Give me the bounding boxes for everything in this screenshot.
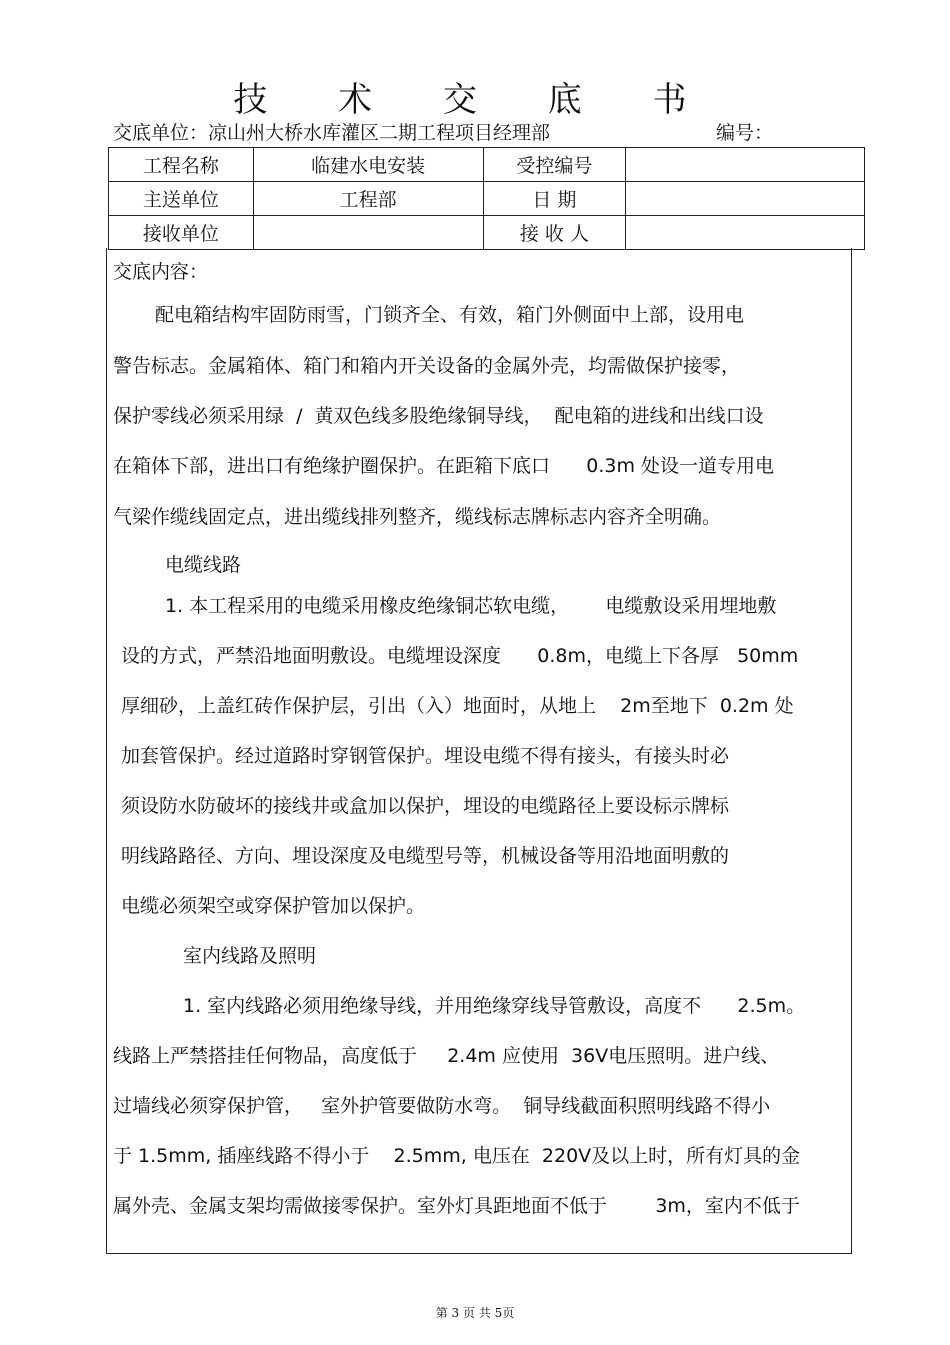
label-control-number: 受控编号 bbox=[483, 148, 626, 182]
table-row bbox=[109, 148, 865, 182]
section-heading-indoor: 室内线路及照明 bbox=[183, 945, 317, 967]
issuing-unit: 交底单位：凉山州大桥水库灌区二期工程项目经理部 bbox=[113, 122, 551, 144]
label-receiving-unit: 接收单位 bbox=[109, 216, 254, 250]
content-line: 电缆必须架空或穿保护管加以保护。 bbox=[121, 895, 426, 917]
number-label: 编号： bbox=[716, 122, 774, 144]
section-heading-cable: 电缆线路 bbox=[165, 554, 242, 576]
content-line: 厚细砂，上盖红砖作保护层，引出（入）地面时，从地上 2m至地下 0.2m 处 bbox=[121, 695, 794, 717]
content-label: 交底内容： bbox=[113, 261, 209, 283]
content-line: 过墙线必须穿保护管， 室外护管要做防水弯。 铜导线截面积照明线路不得小 bbox=[113, 1095, 771, 1117]
label-project-name: 工程名称 bbox=[109, 148, 254, 182]
value-main-recipient: 工程部 bbox=[253, 182, 483, 216]
content-line: 须设防水防破坏的接线井或盒加以保护，埋设的电缆路径上要设标示牌标 bbox=[121, 795, 730, 817]
content-line: 保护零线必须采用绿 / 黄双色线多股绝缘铜导线， 配电箱的进线和出线口设 bbox=[113, 405, 764, 427]
content-line: 设的方式，严禁沿地面明敷设。电缆埋设深度 0.8m，电缆上下各厚 50mm bbox=[121, 645, 799, 667]
content-line: 明线路路径、方向、埋设深度及电缆型号等，机械设备等用沿地面明敷的 bbox=[121, 845, 730, 867]
content-line: 在箱体下部，进出口有绝缘护圈保护。在距箱下底口 0.3m 处设一道专用电 bbox=[113, 455, 775, 477]
content-line: 加套管保护。经过道路时穿钢管保护。埋设电缆不得有接头，有接头时必 bbox=[121, 745, 730, 767]
document-title: 技 术 交 底 书 bbox=[233, 80, 717, 120]
label-receiver: 接 收 人 bbox=[483, 216, 626, 250]
content-line: 线路上严禁搭挂任何物品，高度低于 2.4m 应使用 36V电压照明。进户线、 bbox=[113, 1045, 780, 1067]
content-line: 1. 本工程采用的电缆采用橡皮绝缘铜芯软电缆， 电缆敷设采用埋地敷 bbox=[165, 595, 777, 617]
info-table bbox=[108, 147, 865, 250]
value-receiver bbox=[626, 216, 865, 250]
table-row bbox=[109, 182, 865, 216]
label-date: 日 期 bbox=[483, 182, 626, 216]
content-line: 配电箱结构牢固防雨雪，门锁齐全、有效，箱门外侧面中上部，设用电 bbox=[155, 304, 745, 326]
value-receiving-unit bbox=[253, 216, 483, 250]
content-line: 属外壳、金属支架均需做接零保护。室外灯具距地面不低于 3m，室内不低于 bbox=[113, 1195, 800, 1217]
value-control-number bbox=[626, 148, 865, 182]
content-line: 于 1.5mm, 插座线路不得小于 2.5mm, 电压在 220V及以上时，所有灯具的金 bbox=[113, 1145, 801, 1167]
page-footer: 第 3 页 共 5页 bbox=[435, 1306, 515, 1320]
value-date bbox=[626, 182, 865, 216]
label-main-recipient: 主送单位 bbox=[109, 182, 254, 216]
table-row bbox=[109, 216, 865, 250]
content-line: 气梁作缆线固定点，进出缆线排列整齐，缆线标志牌标志内容齐全明确。 bbox=[113, 506, 722, 528]
content-line: 1. 室内线路必须用绝缘导线，并用绝缘穿线导管敷设，高度不 2.5m。 bbox=[183, 995, 806, 1017]
content-line: 警告标志。金属箱体、箱门和箱内开关设备的金属外壳，均需做保护接零， bbox=[113, 355, 741, 377]
value-project-name: 临建水电安装 bbox=[253, 148, 483, 182]
